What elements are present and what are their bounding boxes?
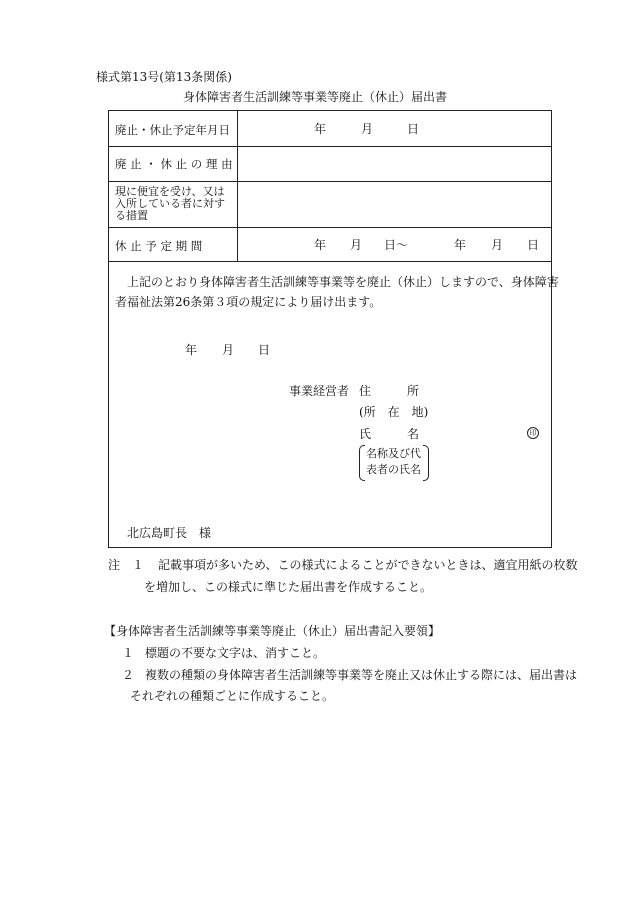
period-from-day: 日〜: [384, 238, 409, 252]
note-line-2: を増加し、この様式に準じた届出書を作成すること。: [144, 580, 433, 594]
brace-right: [423, 445, 429, 481]
seal-mark: 印: [527, 427, 539, 439]
instruction-1-text: 標題の不要な文字は、消すこと。: [145, 646, 326, 660]
row-divider: [109, 181, 551, 182]
end-date-day: 日: [407, 122, 420, 136]
form-frame: [108, 110, 559, 548]
submission-year: 年: [185, 343, 198, 357]
period-from-year: 年: [314, 238, 327, 252]
instruction-2-num: ２: [122, 668, 135, 682]
name-label: 氏 名: [359, 427, 420, 441]
period-to-month: 月: [491, 238, 504, 252]
location-label: (所 在 地): [359, 405, 429, 419]
address-label: 住 所: [359, 384, 420, 398]
instructions-heading: 【身体障害者生活訓練等事業等廃止（休止）届出書記入要領】: [104, 624, 441, 638]
instruction-1-num: １: [122, 646, 135, 660]
measures-label: 現に便宜を受け、又は 入所している者に対す る措置: [115, 185, 225, 222]
statement-line-2: 者福祉法第26条第３項の規定により届け出ます。: [115, 295, 382, 309]
form-number: 様式第13号(第13条関係): [96, 70, 232, 84]
operator-label: 事業経営者: [289, 384, 350, 398]
note-line-1: 記載事項が多いため、この様式によることができないときは、適宜用紙の枚数: [158, 558, 578, 572]
instruction-2-continuation: それぞれの種類ごとに作成すること。: [130, 689, 335, 703]
end-date-label: 廃止・休止予定年月日: [115, 123, 230, 137]
instruction-2-text: 複数の種類の身体障害者生活訓練等事業等を廃止又は休止する際には、届出書は: [145, 668, 578, 682]
brace-left: [359, 445, 365, 481]
submission-day: 日: [258, 343, 271, 357]
period-from-month: 月: [350, 238, 363, 252]
end-date-year: 年: [314, 122, 327, 136]
note-label: 注 １: [108, 558, 145, 572]
corp-name-label: 名称及び代 表者の氏名: [366, 447, 421, 476]
row-divider: [109, 146, 551, 147]
statement-line-1: 上記のとおり身体障害者生活訓練等事業等を廃止（休止）しますので、身体障害: [127, 275, 559, 289]
suspension-period-label: 休 止 予 定 期 間: [115, 239, 203, 253]
row-divider: [109, 261, 551, 262]
period-to-day: 日: [527, 238, 540, 252]
end-date-month: 月: [361, 122, 374, 136]
column-divider: [237, 111, 238, 261]
row-divider: [109, 227, 551, 228]
submission-month: 月: [222, 343, 235, 357]
period-to-year: 年: [454, 238, 467, 252]
document-title: 身体障害者生活訓練等事業等廃止（休止）届出書: [182, 90, 447, 104]
reason-label: 廃 止 ・ 休 止 の 理 由: [115, 157, 233, 171]
corp-name-brace: [359, 445, 429, 479]
addressee: 北広島町長 様: [127, 526, 212, 540]
